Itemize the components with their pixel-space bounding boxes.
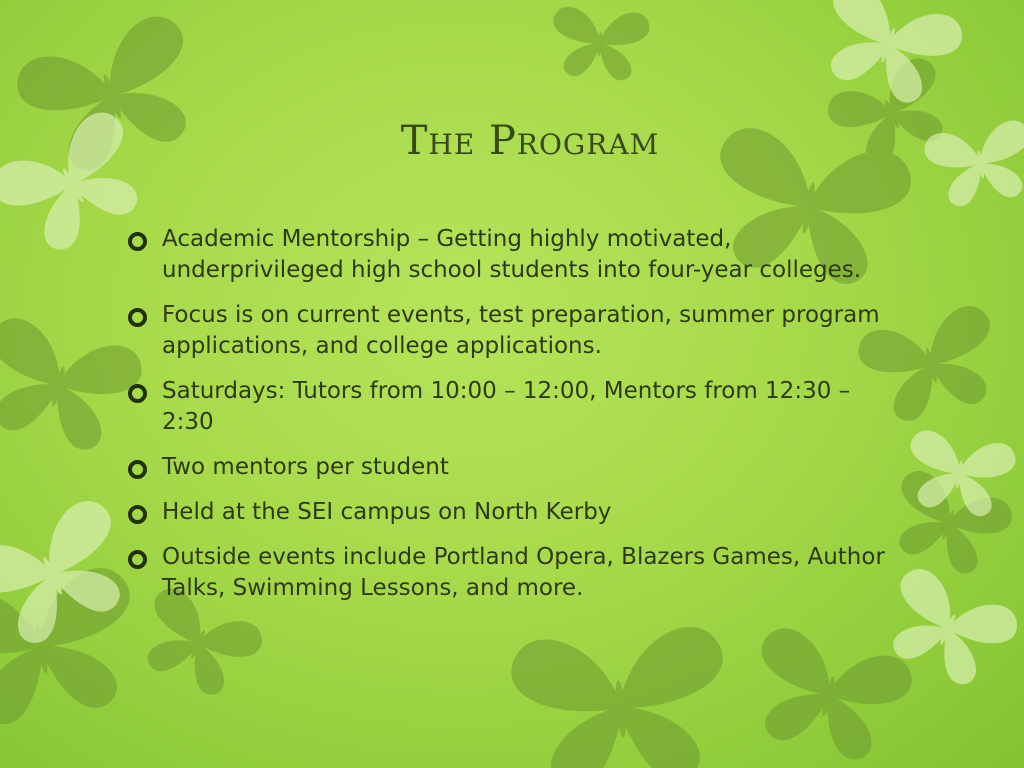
hollow-circle-icon [128,460,147,479]
bullet-text: Two mentors per student [162,454,449,480]
bullet-text: Held at the SEI campus on North Kerby [162,499,612,525]
list-item [128,452,888,483]
bullet-text: Outside events include Portland Opera, Blazers Games, Author Talks, Swimming Lessons, and more. [162,544,885,601]
list-item [128,224,888,286]
hollow-circle-icon [128,505,147,524]
hollow-circle-icon [128,232,147,251]
bullet-text: Saturdays: Tutors from 10:00 – 12:00, Mentors from 12:30 – 2:30 [162,378,851,435]
bullet-list [128,224,888,618]
list-item [128,376,888,438]
hollow-circle-icon [128,308,147,327]
slide-title: The Program [400,118,660,164]
bullet-text: Focus is on current events, test preparation, summer program applications, and college applications. [162,302,880,359]
list-item [128,542,888,604]
list-item [128,300,888,362]
hollow-circle-icon [128,550,147,569]
list-item [128,497,888,528]
hollow-circle-icon [128,384,147,403]
bullet-text: Academic Mentorship – Getting highly motivated, underprivileged high school students into four-year colleges. [162,226,862,283]
